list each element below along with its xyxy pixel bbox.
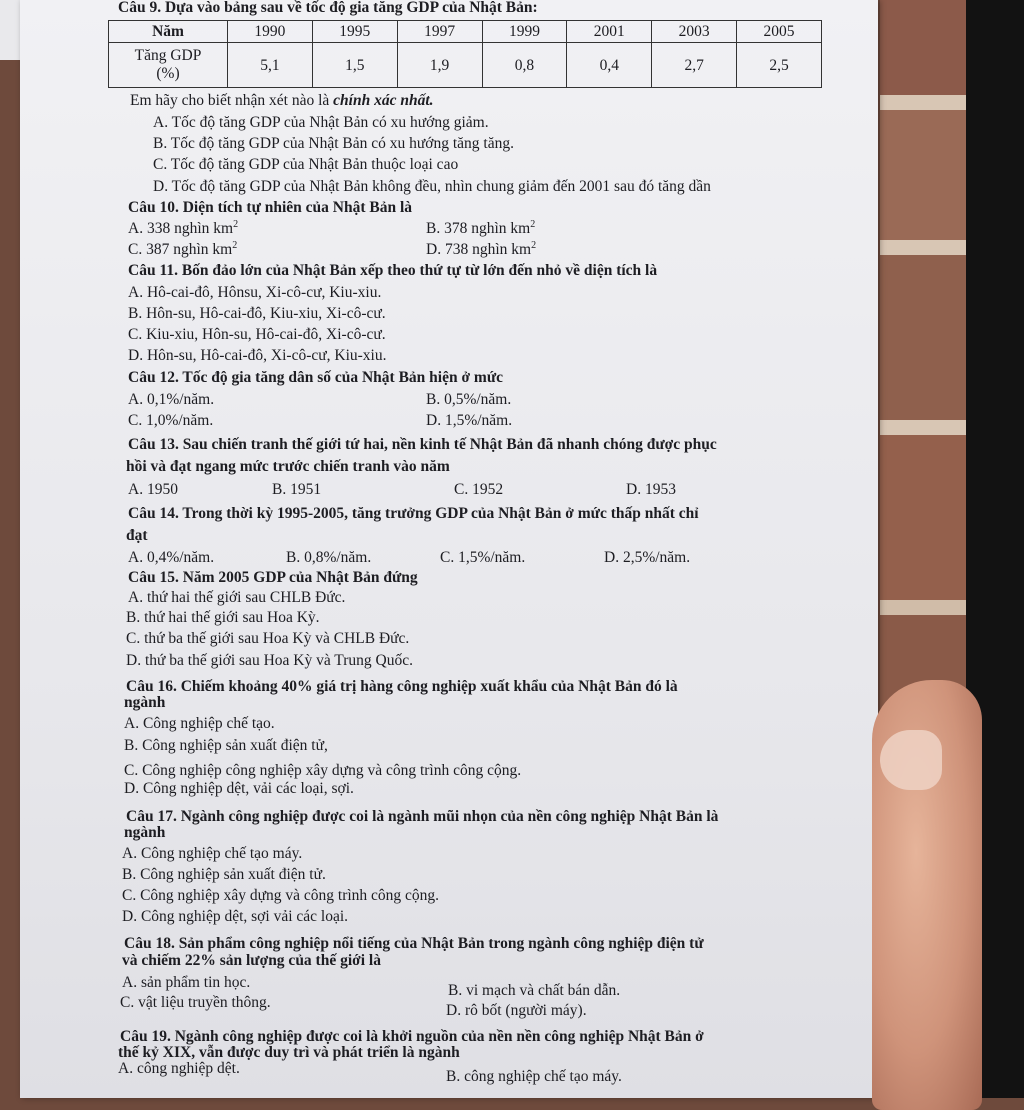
q16-title-line2: ngành (124, 694, 166, 711)
q15-option-b: B. thứ hai thế giới sau Hoa Kỳ. (126, 609, 320, 626)
table-value-cell: 2,7 (652, 43, 737, 88)
q18-title-line2: và chiếm 22% sản lượng của thế giới là (122, 952, 381, 969)
gdp-growth-table (108, 20, 822, 88)
table-header-label: Năm (109, 21, 228, 43)
q10-option-d-sup: 2 (531, 239, 537, 251)
table-header-row (109, 21, 822, 43)
q15-title: Câu 15. Năm 2005 GDP của Nhật Bản đứng (128, 569, 418, 586)
q16-option-a: A. Công nghiệp chế tạo. (124, 715, 275, 732)
q16-title-line1: Câu 16. Chiếm khoảng 40% giá trị hàng công nghiệp xuất khẩu của Nhật Bản đó là (126, 678, 678, 695)
q13-title-line1: Câu 13. Sau chiến tranh thế giới tứ hai, nền kinh tế Nhật Bản đã nhanh chóng được phục (128, 436, 717, 453)
q18-option-d: D. rô bốt (người máy). (446, 1002, 587, 1019)
table-year-cell: 1990 (228, 21, 313, 43)
q18-title-line1: Câu 18. Sản phẩm công nghiệp nổi tiếng của Nhật Bản trong ngành công nghiệp điện tử (124, 935, 704, 952)
q17-title-line1: Câu 17. Ngành công nghiệp được coi là ngành mũi nhọn của nền công nghiệp Nhật Bản là (126, 808, 719, 825)
q11-option-d: D. Hôn-su, Hô-cai-đô, Xi-cô-cư, Kiu-xiu. (128, 347, 387, 364)
table-year-cell: 1995 (312, 21, 397, 43)
q14-option-c: C. 1,5%/năm. (440, 549, 526, 566)
exam-paper (20, 0, 878, 1098)
q18-option-c: C. vật liệu truyền thông. (120, 994, 271, 1011)
table-year-cell: 1997 (397, 21, 482, 43)
q14-title-line1: Câu 14. Trong thời kỳ 1995-2005, tăng trưởng GDP của Nhật Bản ở mức thấp nhất chỉ (128, 505, 699, 522)
q10-option-a-sup: 2 (233, 218, 239, 230)
q13-title-line2: hồi và đạt ngang mức trước chiến tranh vào năm (126, 458, 450, 475)
q19-option-b: B. công nghiệp chế tạo máy. (446, 1068, 622, 1085)
table-year-cell: 2001 (567, 21, 652, 43)
q11-title: Câu 11. Bốn đảo lớn của Nhật Bản xếp theo thứ tự từ lớn đến nhỏ về diện tích là (128, 262, 658, 279)
q10-option-c (128, 239, 237, 260)
q17-option-b: B. Công nghiệp sản xuất điện tử. (122, 866, 326, 883)
thumbnail (880, 730, 942, 790)
q17-title-line2: ngành (124, 824, 166, 841)
q14-option-d: D. 2,5%/năm. (604, 549, 691, 566)
q9-title: Câu 9. Dựa vào bảng sau về tốc độ gia tăng GDP của Nhật Bản: (118, 0, 538, 16)
q17-option-a: A. Công nghiệp chế tạo máy. (122, 845, 303, 862)
table-value-cell: 1,9 (397, 43, 482, 88)
q19-title-line2: thế kỷ XIX, vẫn được duy trì và phát triển là ngành (118, 1044, 460, 1061)
q19-title-line1: Câu 19. Ngành công nghiệp được coi là khởi nguồn của nền nền công nghiệp Nhật Bản ở (120, 1028, 704, 1045)
q13-option-b: B. 1951 (272, 481, 322, 498)
q10-title: Câu 10. Diện tích tự nhiên của Nhật Bản là (128, 199, 413, 216)
q11-option-b: B. Hôn-su, Hô-cai-đô, Kiu-xiu, Xi-cô-cư. (128, 305, 386, 322)
q9-prompt-plain: Em hãy cho biết nhận xét nào là (130, 92, 330, 109)
row-label-line2: (%) (156, 65, 180, 82)
q13-option-a: A. 1950 (128, 481, 178, 498)
q16-option-d: D. Công nghiệp dệt, vải các loại, sợi. (124, 780, 354, 797)
paper-content (20, 0, 878, 1098)
table-year-cell: 2003 (652, 21, 737, 43)
q16-option-b: B. Công nghiệp sản xuất điện tử, (124, 737, 328, 754)
table-value-row (109, 43, 822, 88)
q10-option-c-sup: 2 (232, 239, 238, 251)
q19-option-a: A. công nghiệp dệt. (118, 1060, 240, 1077)
q18-option-a: A. sản phẩm tin học. (122, 974, 251, 991)
table-value-cell: 5,1 (228, 43, 313, 88)
row-label-line1: Tăng GDP (134, 47, 202, 64)
q15-option-d: D. thứ ba thế giới sau Hoa Kỳ và Trung Quốc. (126, 652, 413, 669)
q18-option-b: B. vi mạch và chất bán dẫn. (448, 982, 621, 999)
table-value-cell: 0,4 (567, 43, 652, 88)
q10-option-d-text: D. 738 nghìn km (426, 241, 532, 258)
q17-option-d: D. Công nghiệp dệt, sợi vải các loại. (122, 908, 349, 925)
table-value-cell: 0,8 (482, 43, 567, 88)
q9-prompt-emphasis: chính xác nhất. (333, 92, 434, 109)
table-year-cell: 2005 (737, 21, 822, 43)
table-row-label (109, 43, 228, 88)
q14-option-b: B. 0,8%/năm. (286, 549, 372, 566)
q9-option-a: A. Tốc độ tăng GDP của Nhật Bản có xu hướng giảm. (153, 114, 489, 131)
q10-option-b-text: B. 378 nghìn km (426, 220, 531, 237)
table-value-cell: 1,5 (312, 43, 397, 88)
q15-option-a: A. thứ hai thế giới sau CHLB Đức. (128, 589, 346, 606)
q13-option-c: C. 1952 (454, 481, 504, 498)
q10-option-a (128, 218, 238, 239)
q10-option-d (426, 239, 536, 260)
q11-option-c: C. Kiu-xiu, Hôn-su, Hô-cai-đô, Xi-cô-cư. (128, 326, 386, 343)
table-year-cell: 1999 (482, 21, 567, 43)
q10-option-a-text: A. 338 nghìn km (128, 220, 234, 237)
q10-option-b (426, 218, 535, 239)
q9-prompt (130, 90, 434, 111)
q9-option-d: D. Tốc độ tăng GDP của Nhật Bản không đều, nhìn chung giảm đến 2001 sau đó tăng dần (153, 178, 711, 195)
q12-option-a: A. 0,1%/năm. (128, 391, 215, 408)
table-value-cell: 2,5 (737, 43, 822, 88)
q17-option-c: C. Công nghiệp xây dựng và công trình công cộng. (122, 887, 440, 904)
q12-option-d: D. 1,5%/năm. (426, 412, 513, 429)
q14-title-line2: đạt (126, 527, 148, 544)
q11-option-a: A. Hô-cai-đô, Hônsu, Xi-cô-cư, Kiu-xiu. (128, 284, 382, 301)
q12-option-b: B. 0,5%/năm. (426, 391, 512, 408)
q12-title: Câu 12. Tốc độ gia tăng dân số của Nhật Bản hiện ở mức (128, 369, 504, 386)
q14-option-a: A. 0,4%/năm. (128, 549, 215, 566)
q13-option-d: D. 1953 (626, 481, 676, 498)
q15-option-c: C. thứ ba thế giới sau Hoa Kỳ và CHLB Đức. (126, 630, 410, 647)
q9-option-c: C. Tốc độ tăng GDP của Nhật Bản thuộc loại cao (153, 156, 459, 173)
q12-option-c: C. 1,0%/năm. (128, 412, 214, 429)
q10-option-c-text: C. 387 nghìn km (128, 241, 233, 258)
q16-option-c: C. Công nghiệp công nghiệp xây dựng và công trình công cộng. (124, 762, 522, 779)
q10-option-b-sup: 2 (530, 218, 536, 230)
q9-option-b: B. Tốc độ tăng GDP của Nhật Bản có xu hướng tăng tăng. (153, 135, 514, 152)
